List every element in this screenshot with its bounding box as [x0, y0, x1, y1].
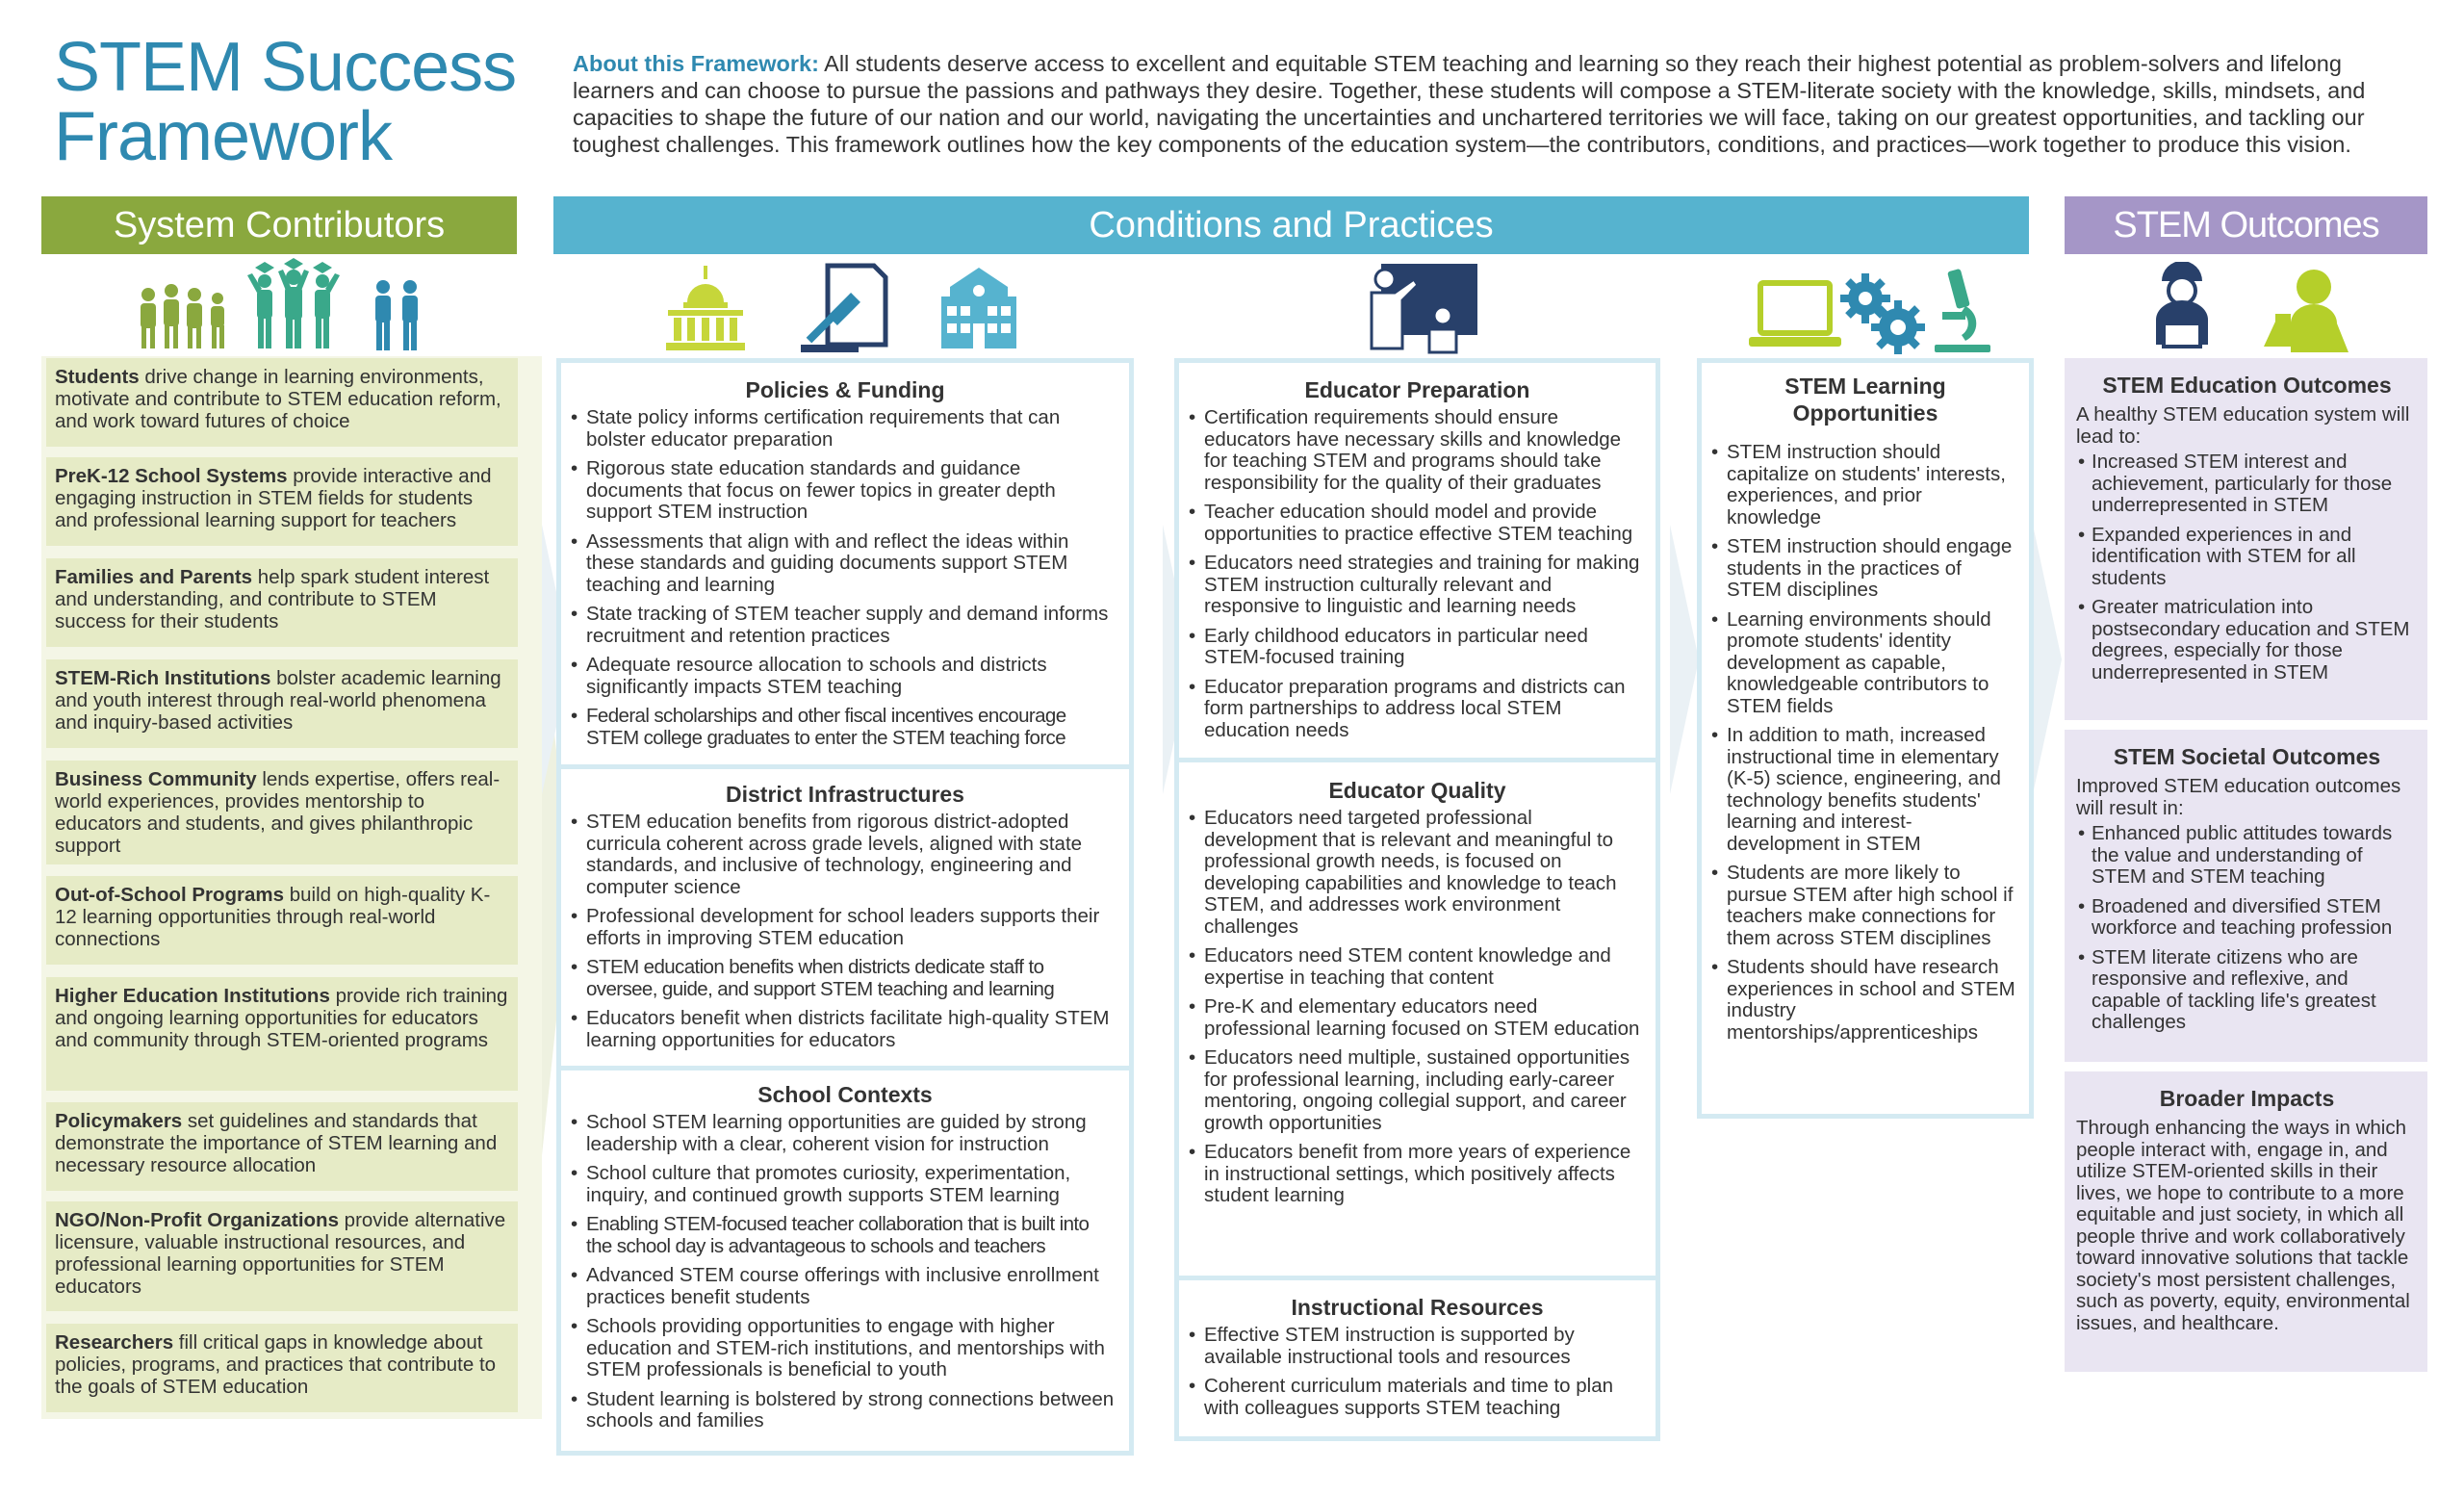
contributor-text: provide rich training and ongoing learning opportunities for educators and community through STEM-oriented programs — [55, 985, 508, 1051]
bullet-item: • Educators need targeted professional development that is relevant and meaningful to professional growth needs, is focused on developing capabilities and knowledge to teach STEM, and addresses work environment challenges — [1204, 808, 1646, 938]
education-outcomes-title: STEM Education Outcomes — [2102, 373, 2392, 398]
bullet-item: • Teacher education should model and provide opportunities to practice effective STEM teaching — [1204, 502, 1646, 545]
educator-quality-section — [1179, 777, 1656, 1215]
section-divider — [1179, 1276, 1656, 1280]
contributor-item — [46, 977, 518, 1091]
section-divider — [561, 764, 1129, 769]
bullet-item: • Educators need strategies and training for making STEM instruction culturally relevant and responsive to linguistic and learning needs — [1204, 553, 1646, 618]
graduates-icon — [245, 258, 342, 350]
broader-impacts-title: Broader Impacts — [2159, 1086, 2335, 1111]
societal-outcomes-intro: Improved STEM education outcomes will result in: — [2076, 775, 2401, 819]
bullet-list — [1702, 442, 2029, 1044]
bullet-item: • Educator preparation programs and districts can form partnerships to address local STEM education needs — [1204, 677, 1646, 742]
bullet-item: • Assessments that align with and reflect the ideas within these standards and guiding documents support STEM teaching and learning — [586, 531, 1119, 597]
bullet-item: • State policy informs certification requirements that can bolster educator preparation — [586, 407, 1119, 451]
contributor-item — [46, 761, 518, 864]
education-outcomes-box — [2065, 358, 2427, 720]
contributor-text: fill critical gaps in knowledge about policies, programs, and practices that contribute to the goals of STEM education — [55, 1331, 497, 1398]
contributor-text: provide interactive and engaging instruction in STEM fields for students and professional learning support for teachers — [55, 465, 492, 531]
bullet-list — [561, 407, 1129, 749]
bullet-item: • Increased STEM interest and achievement, particularly for those underrepresented in STEM — [2092, 451, 2418, 517]
societal-outcomes-title: STEM Societal Outcomes — [2113, 744, 2381, 769]
engineer-icon — [2148, 262, 2216, 352]
contributor-text: build on high-quality K-12 learning opportunities through real-world connections — [55, 884, 491, 950]
school-icon — [936, 266, 1022, 352]
bullet-item: • Enhanced public attitudes towards the value and understanding of STEM and STEM teaching — [2092, 823, 2418, 889]
bullet-item: • School STEM learning opportunities are guided by strong leadership with a clear, coherent vision for instruction — [586, 1112, 1119, 1155]
microscope-icon — [1933, 268, 1994, 354]
contributor-item — [46, 558, 518, 647]
contributor-name: Business Community — [55, 768, 257, 790]
bullet-item: • STEM literate citizens who are responsive and reflexive, and capable of tackling life's greatest challenges — [2092, 947, 2418, 1034]
contributor-name: Policymakers — [55, 1110, 183, 1132]
contributor-text: drive change in learning environments, motivate and contribute to STEM education reform, and work toward futures of choice — [55, 366, 501, 432]
bullet-item: • STEM instruction should capitalize on students' interests, experiences, and prior knowledge — [1727, 442, 2019, 529]
district-infrastructures-section — [561, 781, 1129, 1059]
stem-learning-title: STEM Learning Opportunities — [1784, 374, 1946, 426]
bullet-item: • Effective STEM instruction is supported by available instructional tools and resources — [1204, 1325, 1646, 1368]
contributor-name: PreK-12 School Systems — [55, 465, 288, 487]
contributor-name: Higher Education Institutions — [55, 985, 330, 1007]
contributor-item — [46, 876, 518, 965]
bullet-item: • Coherent curriculum materials and time to plan with colleagues supports STEM teaching — [1204, 1376, 1646, 1419]
district-infrastructures-title: District Infrastructures — [726, 782, 964, 807]
intro-paragraph — [573, 50, 2421, 158]
instructional-resources-title: Instructional Resources — [1291, 1295, 1544, 1320]
intro-label: About this Framework: — [573, 51, 819, 76]
bullet-list — [2076, 823, 2418, 1034]
bullet-item: • Federal scholarships and other fiscal incentives encourage STEM college graduates to enter the STEM teaching force — [586, 706, 1119, 749]
gavel-document-icon — [799, 260, 895, 356]
school-contexts-title: School Contexts — [757, 1082, 933, 1107]
bullet-item: • Broadened and diversified STEM workforce and teaching profession — [2092, 896, 2418, 940]
bullet-item: • Learning environments should promote students' identity development as capable, knowledgeable contributors to STEM fields — [1727, 609, 2019, 718]
stem-learning-section — [1702, 373, 2029, 1051]
bullet-item: • Early childhood educators in particular need STEM-focused training — [1204, 626, 1646, 669]
bullet-item: • Professional development for school leaders supports their efforts in improving STEM education — [586, 906, 1119, 949]
instructional-resources-section — [1179, 1294, 1656, 1427]
bullet-item: • Enabling STEM-focused teacher collaboration that is built into the school day is advantageous to schools and teachers — [586, 1214, 1119, 1257]
contributor-name: Families and Parents — [55, 566, 253, 588]
bullet-item: • Students are more likely to pursue STEM after high school if teachers make connections for them across STEM disciplines — [1727, 863, 2019, 949]
section-divider — [561, 1066, 1129, 1070]
educator-panel — [1174, 358, 1660, 1441]
gears-icon — [1838, 271, 1925, 358]
broader-impacts-text: Through enhancing the ways in which people interact with, engage in, and utilize STEM-oriented skills in their lives, we hope to contribute to a more equitable and just society, in which all people thrive and work collaboratively toward innovative solutions that tackle society's most persistent challenges, such as poverty, equity, environmental issues, and healthcare. — [2076, 1117, 2410, 1334]
family-icon — [135, 268, 231, 350]
bullet-item: • Schools providing opportunities to engage with higher education and STEM-rich institutions, and mentorships with STEM professionals is beneficial to youth — [586, 1316, 1119, 1381]
chevron-arrow — [1670, 525, 1699, 794]
contributor-name: NGO/Non-Profit Organizations — [55, 1209, 339, 1231]
policies-funding-title: Policies & Funding — [745, 377, 945, 402]
education-outcomes-intro: A healthy STEM education system will lead to: — [2076, 403, 2410, 448]
bullet-item: • Educators benefit from more years of experience in instructional settings, which positively affects student learning — [1204, 1142, 1646, 1207]
educator-quality-title: Educator Quality — [1328, 778, 1506, 803]
bullet-item: • School culture that promotes curiosity, experimentation, inquiry, and continued growth supports STEM learning — [586, 1163, 1119, 1206]
bullet-item: • STEM education benefits when districts dedicate staff to oversee, guide, and support STEM teaching and learning — [586, 957, 1119, 1000]
section-divider — [1179, 758, 1656, 762]
teacher-board-icon — [1352, 262, 1479, 354]
bullet-item: • Students should have research experiences in school and STEM industry mentorships/apprenticeships — [1727, 957, 2019, 1044]
educator-preparation-section — [1179, 376, 1656, 749]
contributor-item — [46, 659, 518, 748]
bullet-item: • Certification requirements should ensure educators have necessary skills and knowledge for teaching STEM and programs should take responsibility for the quality of their graduates — [1204, 407, 1646, 494]
bullet-item: • Expanded experiences in and identification with STEM for all students — [2092, 525, 2418, 590]
bullet-item: • Pre-K and elementary educators need professional learning focused on STEM education — [1204, 996, 1646, 1040]
parents-icon — [368, 279, 427, 352]
bullet-item: • Adequate resource allocation to schools and districts significantly impacts STEM teaching — [586, 655, 1119, 698]
bullet-item: • Advanced STEM course offerings with inclusive enrollment practices benefit students — [586, 1265, 1119, 1308]
school-contexts-section — [561, 1081, 1129, 1440]
bullet-item: • In addition to math, increased instructional time in elementary (K-5) science, engineering, and technology benefits students' learning and interest-development in STEM — [1727, 725, 2019, 855]
societal-outcomes-box — [2065, 730, 2427, 1062]
contributor-item — [46, 1324, 518, 1412]
contributor-name: Students — [55, 366, 140, 388]
bullet-item: • STEM education benefits from rigorous district-adopted curricula coherent across grade levels, aligned with state standards, and inclusive of technology, engineering and computer science — [586, 812, 1119, 898]
contributor-item — [46, 358, 518, 447]
bullet-item: • Educators need STEM content knowledge and expertise in teaching that content — [1204, 945, 1646, 989]
bullet-list — [1179, 1325, 1656, 1419]
contributor-name: Out-of-School Programs — [55, 884, 285, 906]
contributor-text: help spark student interest and understanding, and contribute to STEM success for their students — [55, 566, 490, 632]
bullet-item: • State tracking of STEM teacher supply and demand informs recruitment and retention practices — [586, 604, 1119, 647]
conditions-practices-header: Conditions and Practices — [553, 196, 2029, 254]
stem-learning-panel — [1697, 358, 2034, 1119]
bullet-list — [1179, 407, 1656, 741]
bullet-item: • Educators need multiple, sustained opportunities for professional learning, including early-career mentoring, ongoing collegial support, and career growth opportunities — [1204, 1047, 1646, 1134]
bullet-item: • Student learning is bolstered by strong connections between schools and families — [586, 1389, 1119, 1432]
bullet-item: • STEM instruction should engage students in the practices of STEM disciplines — [1727, 536, 2019, 602]
bullet-item: • Rigorous state education standards and guidance documents that focus on fewer topics in greater depth support STEM instruction — [586, 458, 1119, 524]
bullet-item: • Educators benefit when districts facilitate high-quality STEM learning opportunities for educators — [586, 1008, 1119, 1051]
bullet-item: • Greater matriculation into postsecondary education and STEM degrees, especially for those underrepresented in STEM — [2092, 597, 2418, 684]
contributor-item — [46, 457, 518, 546]
contributor-text: bolster academic learning and youth interest through real-world phenomena and inquiry-based activities — [55, 667, 501, 734]
system-contributors-header: System Contributors — [41, 196, 517, 254]
bullet-list — [561, 812, 1129, 1051]
bullet-list — [2076, 451, 2418, 684]
broader-impacts-box — [2065, 1071, 2427, 1372]
laptop-icon — [1747, 279, 1843, 352]
contributor-item — [46, 1102, 518, 1191]
policies-funding-section — [561, 376, 1129, 757]
scientist-icon — [2264, 268, 2352, 354]
stem-outcomes-header: STEM Outcomes — [2065, 196, 2427, 254]
contributor-text: lends expertise, offers real-world experiences, provides mentorship to educators and students, and gives philanthropic support — [55, 768, 500, 857]
intro-text: All students deserve access to excellent and equitable STEM teaching and learning so they reach their highest potential as problem-solvers and lifelong learners and can choose to pursue the passions and pathways they desire. Together, these students will compose a STEM-literate society with the knowledge, skills, mindsets, and capacities to shape the future of our nation and our world, navigating the uncertainties and unchartered territories we will face, taking on our greatest opportunities, and tackling our toughest challenges. This framework outlines how the key components of the education system—the contributors, conditions, and practices—work together to produce this vision. — [573, 51, 2366, 157]
bullet-list — [1179, 808, 1656, 1207]
bullet-list — [561, 1112, 1129, 1432]
contributor-text: set guidelines and standards that demonstrate the importance of STEM learning and necessary resource allocation — [55, 1110, 498, 1176]
policies-district-school-panel — [556, 358, 1134, 1456]
contributor-name: Researchers — [55, 1331, 174, 1354]
capitol-icon — [664, 266, 747, 352]
contributor-name: STEM-Rich Institutions — [55, 667, 271, 689]
chevron-arrow — [2033, 525, 2062, 794]
page-title: STEM Success Framework — [54, 29, 517, 175]
contributor-text: provide alternative licensure, valuable instructional resources, and professional learning opportunities for STEM educators — [55, 1209, 506, 1298]
educator-preparation-title: Educator Preparation — [1304, 377, 1530, 402]
contributor-item — [46, 1201, 518, 1311]
